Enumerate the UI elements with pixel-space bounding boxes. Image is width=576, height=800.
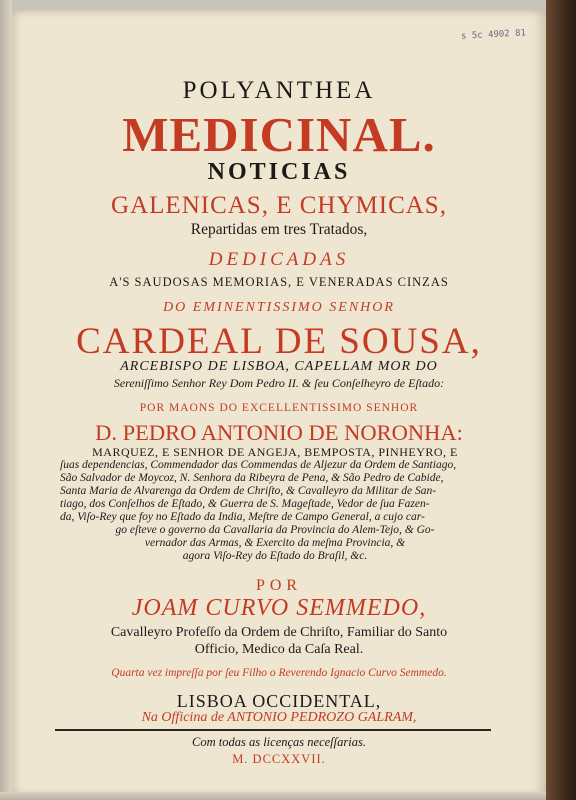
- dedication-eminentissimo: DO EMINENTISSIMO SENHOR: [163, 300, 395, 315]
- author-name: JOAM CURVO SEMMEDO,: [131, 595, 427, 621]
- author-credentials-2: Officio, Medico da Caſa Real.: [194, 642, 364, 657]
- patron-title-line: go eſteve o governo da Cavallaria da Provincia do Alem-Tejo, & Go-: [115, 524, 435, 536]
- dedication-cardeal: CARDEAL DE SOUSA,: [76, 321, 482, 362]
- imprint-year: M. DCCXXVII.: [232, 752, 326, 766]
- patron-title-line: São Salvador de Moycoz, N. Senhora da Ribeyra de Pena, & São Pedro de Cabide,: [60, 472, 444, 484]
- title-medicinal: MEDICINAL.: [122, 107, 436, 162]
- patron-title-line: Santa Maria de Alvarenga da Ordem de Chriſto, & Cavalleyro da Militar de San-: [60, 485, 437, 497]
- title-galenicas: GALENICAS, E CHYMICAS,: [111, 192, 447, 219]
- patron-title-line: ſuas dependencias, Commendador das Commendas de Aljezur da Ordem de Santiago,: [60, 459, 457, 471]
- dedication-pedro-noronha: D. PEDRO ANTONIO DE NORONHA:: [95, 420, 463, 445]
- dedication-serenissimo: Sereniſſimo Senhor Rey Dom Pedro II. & ſeu Conſelheyro de Eſtado:: [113, 376, 445, 390]
- author-por: POR: [255, 577, 303, 594]
- dedication-por-maons: POR MAONS DO EXCELLENTISSIMO SENHOR: [139, 402, 419, 414]
- imprint-rule: [55, 729, 491, 731]
- title-repartidas: Repartidas em tres Tratados,: [190, 221, 368, 238]
- book-spine: [546, 0, 576, 800]
- title-noticias: NOTICIAS: [207, 159, 351, 185]
- dedication-memorias: A'S SAUDOSAS MEMORIAS, E VENERADAS CINZAS: [109, 275, 449, 289]
- dedication-arcebispo: ARCEBISPO DE LISBOA, CAPELLAM MOR DO: [120, 359, 438, 374]
- patron-title-line: tiago, dos Conſelhos de Eſtado, & Guerra de S. Mageſtade, Vedor de ſua Fazen-: [60, 498, 430, 510]
- patron-titles-paragraph: [60, 446, 490, 563]
- imprint-license: Com todas as licenças neceſſarias.: [192, 735, 366, 749]
- shelfmark: s 5c 4902 81: [460, 28, 527, 42]
- page-bottom-edge: [0, 792, 546, 800]
- author-credentials-1: Cavalleyro Profeſſo da Ordem de Chriſto, Familiar do Santo: [110, 625, 448, 640]
- patron-title-line: vernador das Armas, & Exercito da meſma Provincia, &: [144, 537, 406, 549]
- title-polyanthea: POLYANTHEA: [182, 77, 376, 104]
- patron-title-line: MARQUEZ, E SENHOR DE ANGEJA, BEMPOSTA, PINHEYRO, E: [92, 445, 458, 459]
- imprint-city: LISBOA OCCIDENTAL,: [176, 691, 382, 711]
- edition-note: Quarta vez impreſſa por ſeu Filho o Reverendo Ignacio Curvo Semmedo.: [111, 667, 447, 679]
- page-left-edge: [0, 0, 12, 800]
- patron-title-line: agora Viſo-Rey do Eſtado do Braſil, &c.: [182, 550, 368, 562]
- dedicadas: DEDICADAS: [208, 249, 350, 270]
- imprint-printer: Na Officina de ANTONIO PEDROZO GALRAM,: [141, 710, 417, 725]
- patron-title-line: da, Viſo-Rey que foy no Eſtado da India, Meſtre de Campo General, a cujo car-: [60, 511, 425, 523]
